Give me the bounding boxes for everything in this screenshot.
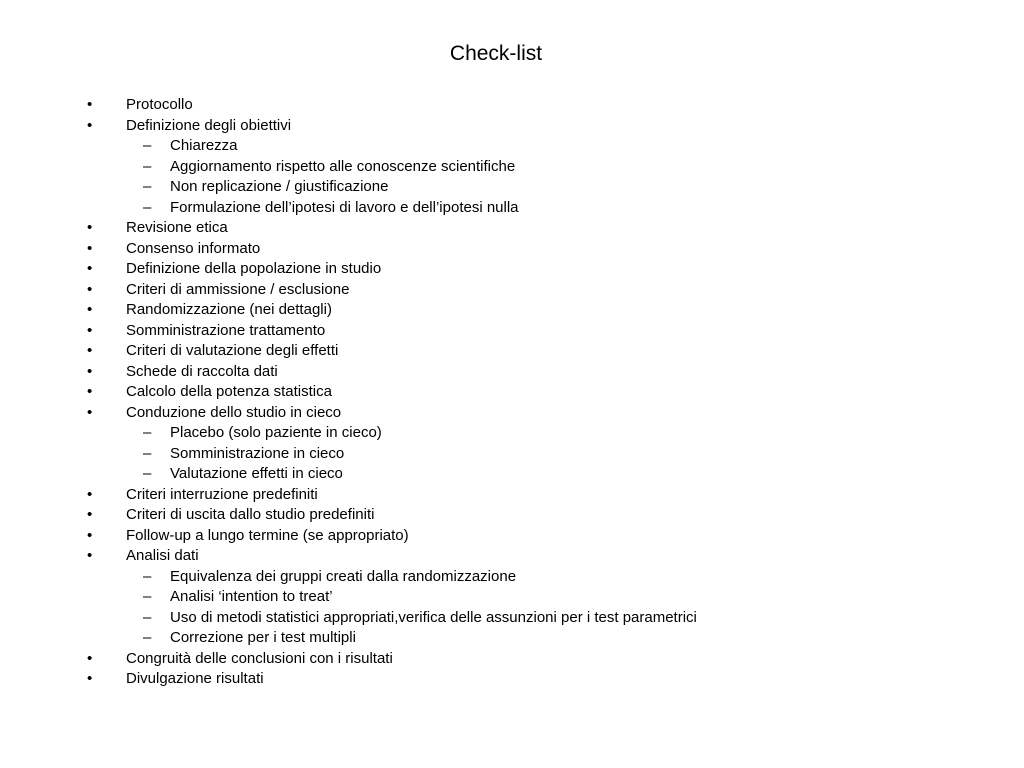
dash-icon: – (143, 424, 152, 441)
bullet-icon: • (87, 383, 93, 400)
checklist-item-text: Somministrazione in cieco (170, 444, 345, 462)
dash-icon: – (143, 178, 152, 195)
checklist-item-text: Correzione per i test multipli (170, 629, 356, 646)
dash-icon: – (143, 157, 152, 175)
dash-icon: – (143, 444, 152, 462)
checklist-item-text: Criteri di uscita dallo studio predefiniti (126, 506, 375, 523)
bullet-icon: • (87, 260, 93, 277)
checklist-item-text: Consenso informato (126, 239, 261, 257)
checklist-item-text: Revisione etica (126, 219, 228, 236)
checklist-item-text: Placebo (solo paziente in cieco) (170, 424, 382, 441)
bullet-icon: • (87, 403, 93, 421)
checklist-item-text: Criteri interruzione predefiniti (126, 485, 318, 503)
bullet-icon: • (87, 526, 93, 544)
bullet-icon: • (87, 321, 93, 339)
bullet-icon: • (87, 116, 93, 134)
dash-icon: – (143, 588, 152, 605)
bullet-icon: • (87, 219, 93, 236)
checklist-item-text: Uso di metodi statistici appropriati,verifica delle assunzioni per i test parametrici (170, 608, 697, 626)
checklist-item-text: Non replicazione / giustificazione (170, 178, 389, 195)
bullet-icon: • (87, 280, 93, 298)
checklist-item-text: Analisi dati (126, 547, 199, 564)
bullet-icon: • (87, 485, 93, 503)
dash-icon: – (143, 198, 152, 216)
checklist-item-text: Congruità delle conclusioni con i risultati (126, 649, 393, 667)
checklist-item-text: Analisi ‘intention to treat’ (170, 588, 333, 605)
checklist-item-text: Definizione della popolazione in studio (126, 260, 382, 277)
checklist-item-text: Schede di raccolta dati (126, 362, 278, 380)
checklist-item-text: Somministrazione trattamento (126, 321, 326, 339)
checklist-item-text: Divulgazione risultati (126, 670, 264, 687)
bullet-icon: • (87, 362, 93, 380)
checklist-item-text: Protocollo (126, 96, 193, 113)
dash-icon: – (143, 567, 152, 585)
checklist-item-text: Definizione degli obiettivi (126, 116, 292, 134)
bullet-icon: • (87, 96, 93, 113)
checklist-item-text: Criteri di valutazione degli effetti (126, 342, 339, 359)
bullet-icon: • (87, 547, 93, 564)
slide-title: Check-list (449, 42, 543, 65)
checklist-item-text: Calcolo della potenza statistica (126, 383, 332, 400)
dash-icon: – (143, 137, 152, 154)
dash-icon: – (143, 629, 152, 646)
checklist-item-text: Follow-up a lungo termine (se appropriato) (126, 526, 409, 544)
bullet-icon: • (87, 301, 93, 318)
checklist-item-text: Criteri di ammissione / esclusione (126, 280, 350, 298)
checklist-item-text: Chiarezza (170, 137, 238, 154)
checklist-item-text: Equivalenza dei gruppi creati dalla randomizzazione (170, 567, 517, 585)
bullet-icon: • (87, 239, 93, 257)
checklist-item-text: Valutazione effetti in cieco (170, 465, 343, 482)
bullet-icon: • (87, 670, 93, 687)
dash-icon: – (143, 608, 152, 626)
bullet-icon: • (87, 506, 93, 523)
dash-icon: – (143, 465, 152, 482)
bullet-icon: • (87, 649, 93, 667)
checklist-item-text: Formulazione dell’ipotesi di lavoro e dell’ipotesi nulla (170, 198, 519, 216)
bullet-icon: • (87, 342, 93, 359)
checklist-item-text: Conduzione dello studio in cieco (126, 403, 342, 421)
checklist-item-text: Randomizzazione (nei dettagli) (126, 301, 332, 318)
checklist-item-text: Aggiornamento rispetto alle conoscenze scientifiche (170, 157, 516, 175)
